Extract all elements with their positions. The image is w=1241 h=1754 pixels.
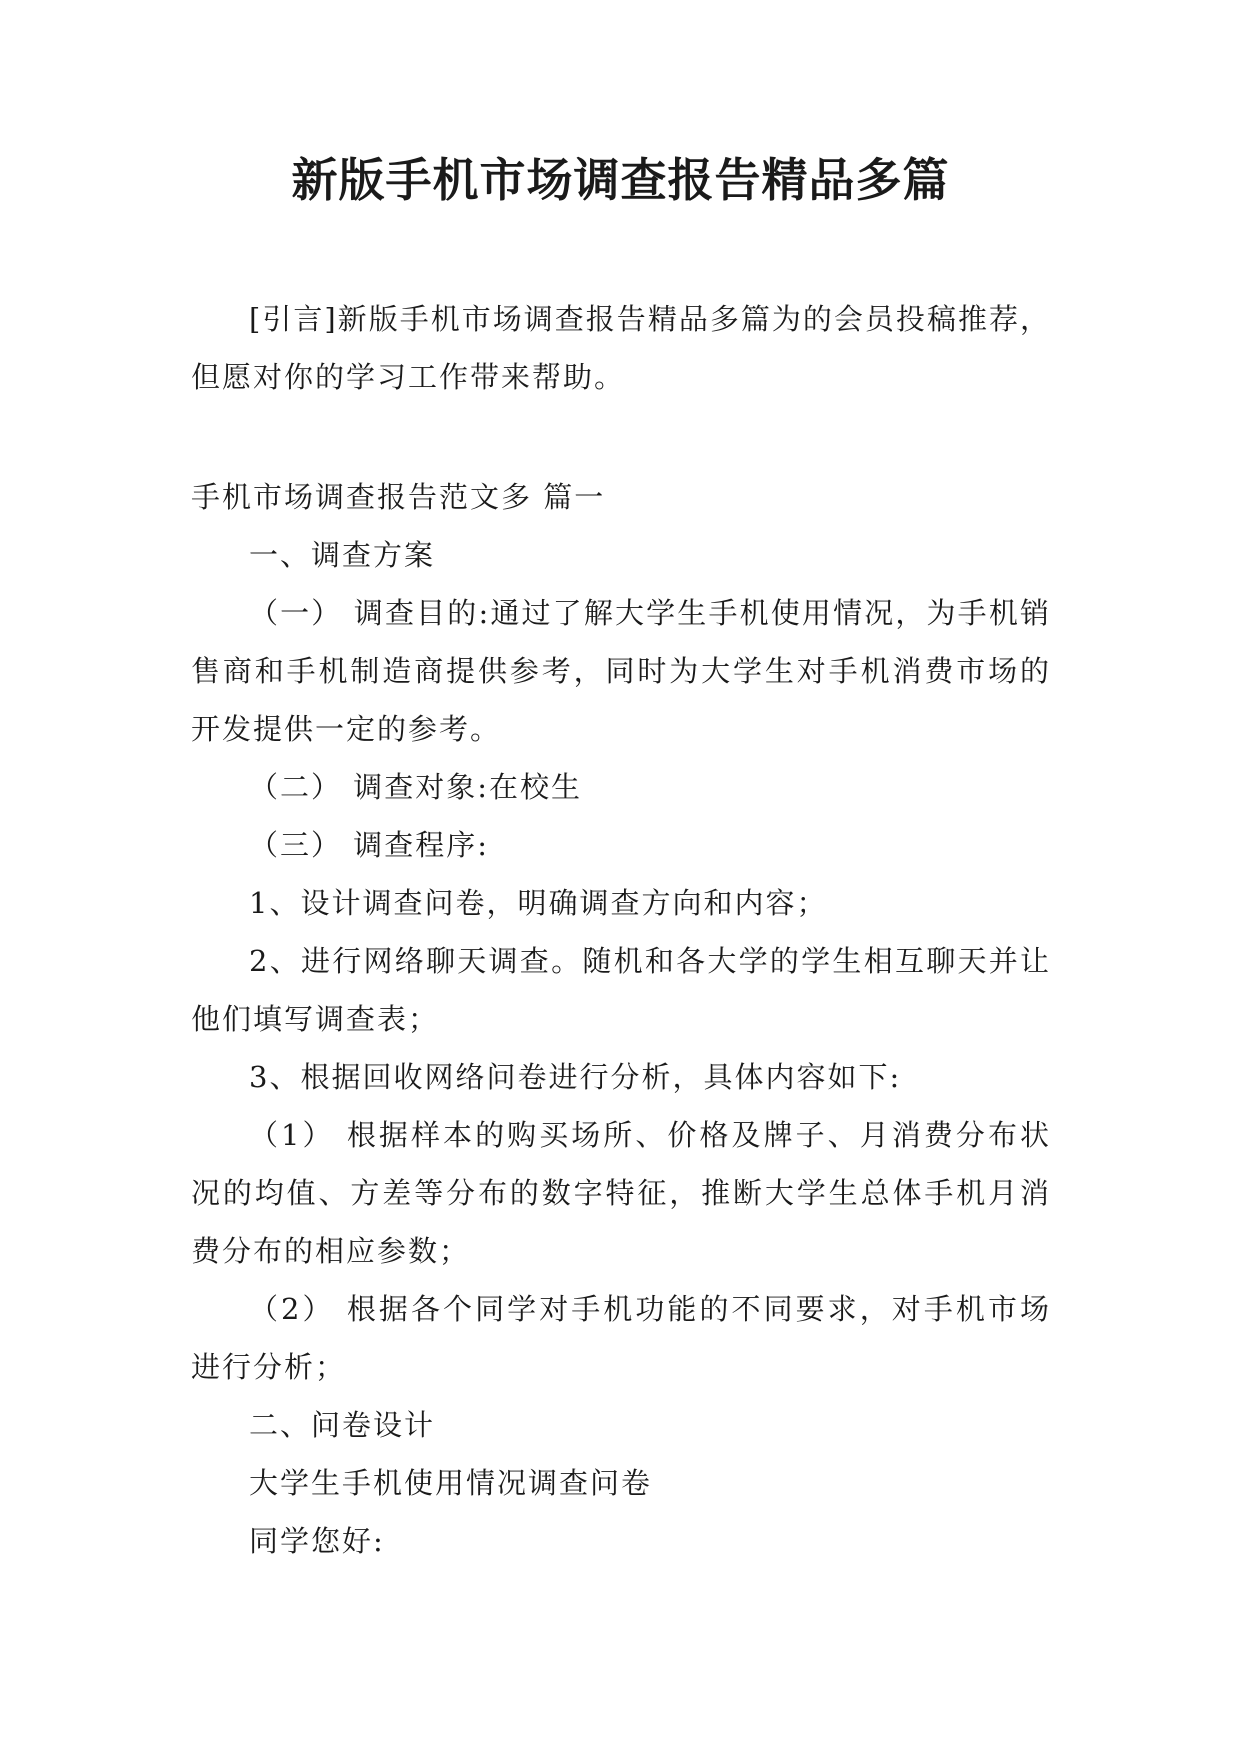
paragraph: （三） 调查程序: bbox=[249, 828, 489, 862]
paragraph: 一、调查方案 bbox=[249, 538, 436, 572]
paragraph: （二） 调查对象:在校生 bbox=[249, 770, 582, 804]
paragraph: 2、进行网络聊天调查。随机和各大学的学生相互聊天并让他们填写调查表； bbox=[191, 944, 1051, 1036]
paragraph: 大学生手机使用情况调查问卷 bbox=[249, 1466, 653, 1500]
section-heading: 手机市场调查报告范文多 篇一 bbox=[191, 480, 606, 514]
paragraph: （2） 根据各个同学对手机功能的不同要求，对手机市场进行分析； bbox=[191, 1292, 1051, 1384]
paragraph: 同学您好: bbox=[249, 1524, 385, 1558]
paragraph: 二、问卷设计 bbox=[249, 1408, 436, 1442]
document-title: 新版手机市场调查报告精品多篇 bbox=[291, 153, 950, 207]
intro-paragraph: [引言]新版手机市场调查报告精品多篇为的会员投稿推荐，但愿对你的学习工作带来帮助。 bbox=[191, 302, 1051, 394]
paragraph: 1、设计调查问卷，明确调查方向和内容； bbox=[249, 886, 828, 920]
paragraph: （一） 调查目的:通过了解大学生手机使用情况，为手机销售商和手机制造商提供参考，同时为大学生对手机消费市场的开发提供一定的参考。 bbox=[191, 596, 1051, 746]
paragraph: 3、根据回收网络问卷进行分析，具体内容如下: bbox=[249, 1060, 902, 1094]
paragraph: （1） 根据样本的购买场所、价格及牌子、月消费分布状况的均值、方差等分布的数字特征，推断大学生总体手机月消费分布的相应参数； bbox=[191, 1118, 1051, 1268]
document-body bbox=[191, 290, 1051, 1570]
